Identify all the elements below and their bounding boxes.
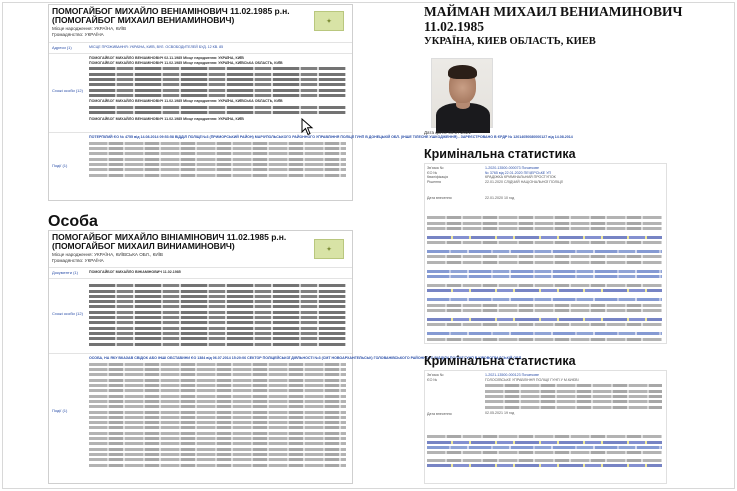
card2-logo: ✦ <box>314 239 344 259</box>
card1-events-label[interactable]: Події (1) <box>52 163 68 168</box>
crime2-label-3: Дата внесення <box>427 412 452 417</box>
crime1-label-2: ЄО № <box>427 170 438 175</box>
card1-birthplace: Місце народження: УКРАЇНА, КИЇВ <box>52 26 127 31</box>
card2-title-alt: (ПОМОГАЙБОГ МИХАИЛ ВИНИАМИНОВИЧ) <box>52 241 235 251</box>
crime1-label-3: Кваліфікація <box>427 175 449 180</box>
crime-stats-heading-2: Кримінальна статистика <box>424 354 576 368</box>
card1-victim-text: ПОТЕРПІЛИЙ ЄО № 4755 від 14.08.2014 09:53:58 ВІДДІЛ ПОЛІЦІЇ №3 (ПРИМОРСЬКИЙ РАЙОН) МАРІУПОЛЬСЬКОГО РАЙОННОГО УПРАВЛІННЯ ПОЛІЦІЇ ГУНП В ДОНЕЦЬКІЙ ОБЛ. (ІНШЕ ТІЛЕСНЕ УШКОДЖЕННЯ) - ЗАРЕЄСТРОВАНО В ЄРДР № 12014050080000127 від 14.08.2014 <box>89 135 573 139</box>
profile-name: МАЙМАН МИХАИЛ ВЕНИАМИНОВИЧ <box>424 4 683 19</box>
crime2-details <box>427 433 662 470</box>
crime2-value-2: ГОЛОСІЇВСЬКЕ УПРАВЛІННЯ ПОЛІЦІЇ ГУНП У М.КИЄВІ <box>485 377 579 382</box>
card1-person-1[interactable]: ПОМОГАЙБОГ МИХАЙЛО ВЕНІАМІНОВИЧ 02.11.1985 Місце народження: УКРАЇНА, КИЇВ <box>89 56 244 60</box>
crime1-value-3: КРАДІЖКА КРИМІНАЛЬНИЙ ПРОСТУПОК <box>485 175 556 180</box>
card2-birthplace: Місце народження: УКРАЇНА, КИЇВСЬКА ОБЛ., КИЇВ <box>52 252 163 257</box>
crime1-label-4: Рішення <box>427 179 441 184</box>
card1-title: ПОМОГАЙБОГ МИХАЙЛО ВЕНІАМІНОВИЧ 11.02.1985 р.н. <box>52 6 290 16</box>
mouse-cursor-icon <box>301 118 313 136</box>
card1-logo: ✦ <box>314 11 344 31</box>
crime1-details <box>427 214 662 343</box>
card1-persons-label[interactable]: Схожі особи (12) <box>52 88 83 93</box>
card2-case-text: ОСОБА, НА ЯКУ ВКАЗАВ СВІДОК АБО ІНШІ ОБСТАВИНИ ЄО 1384 від 06.07.2014 15:20:06 СЕКТОР ПОЛІЦЕЙСЬКОЇ ДІЯЛЬНОСТІ №3 (СМТ НОВОАРХАНГЕЛЬСЬК) ГОЛОВАНІВСЬКОГО РАЙОННОГО ВІДДІЛУ ПОЛІЦІЇ ГУНП В КІРОВОГРАДСЬКІЙ ОБЛ. <box>89 356 523 360</box>
crime1-labels <box>427 166 483 201</box>
card2-docs-label[interactable]: Документи (1) <box>52 270 78 275</box>
card2-title: ПОМОГАЙБОГ МИХАЙЛО ВІНІАМІНОВИЧ 11.02.1985 р.н. <box>52 232 287 242</box>
card2-persons-label[interactable]: Схожі особи (12) <box>52 311 83 316</box>
profile-photo <box>431 58 493 128</box>
crime1-value-2[interactable]: № 3765 від 22.01.2020 ПЕЧЕРСЬКЕ УП <box>485 170 552 175</box>
crime2-labels <box>427 373 483 417</box>
crime1-values <box>485 166 662 201</box>
crime1-value-4: 22.01.2020 СЛІДЧИЙ НАЦІОНАЛЬНОЇ ПОЛІЦІЇ <box>485 179 563 184</box>
crime1-label-1: Зв'язок № <box>427 166 444 170</box>
crime2-value-3: 02.05.2021 19 год <box>485 410 515 415</box>
crime1-value-1[interactable]: 1-2020-13500-000073 Початкове <box>485 166 539 170</box>
card1-address-row <box>49 42 352 52</box>
card1-address-text: МІСЦЕ ПРОЖИВАННЯ: УКРАЇНА, КИЇВ, ВУЛ. ОСВОБОДИТЕЛЕЙ БУД. 12 КВ. 85 <box>89 45 224 49</box>
osoba-heading: Особа <box>48 213 98 230</box>
crime2-values <box>485 373 662 416</box>
crime-stats-card-2 <box>424 370 667 484</box>
card2-events-label[interactable]: Події (1) <box>52 408 68 413</box>
card2-persons-list <box>89 282 346 348</box>
card1-persons-list <box>89 56 346 121</box>
crime-stats-heading-1: Кримінальна статистика <box>424 147 576 161</box>
card1-person-3[interactable]: ПОМОГАЙБОГ МИХАЙЛО ВЕНІАМІНОВИЧ 11.02.1985 Місце народження: УКРАЇНА, КИЇВСЬКА ОБЛАСТЬ, КИЇВ <box>89 99 283 104</box>
card1-person-4[interactable]: ПОМОГАЙБОГ МИХАЙЛО ВЕНІАМІНОВИЧ 11.02.1985 Місце народження: УКРАЇНА, КИЇВ <box>89 116 244 121</box>
profile-dob: 11.02.1985 <box>424 19 485 34</box>
crime2-value-1[interactable]: 1-2021-13500-000123 Початкове <box>485 373 539 377</box>
crime1-label-5: Дата внесення <box>427 196 452 201</box>
crime2-label-1: Зв'язок № <box>427 373 444 377</box>
card1-title-alt: (ПОМОГАЙБОГ МИХАИЛ ВЕНИАМИНОВИЧ) <box>52 15 235 25</box>
crime1-value-5: 22.01.2020 10 год <box>485 196 515 201</box>
card2-persons-row <box>49 278 352 352</box>
card2-docs-row <box>49 267 352 277</box>
profile-photo-date: Дата фото: 09.07.2021 <box>424 130 471 135</box>
crime-stats-card-1 <box>424 163 667 344</box>
card1-address-label[interactable]: Адреси (1) <box>52 45 72 50</box>
card2-docs-text: ПОМОГАЙБОГ МИХАЙЛО ВІНІАМІНОВИЧ 11.02.1985 <box>89 270 181 274</box>
crime2-label-2: ЄО № <box>427 377 438 382</box>
card1-person-2[interactable]: ПОМОГАЙБОГ МИХАЙЛО ВЕНІАМІНОВИЧ 11.02.1985 Місце народження: УКРАЇНА, КИЇВСЬКА ОБЛАСТЬ, КИЇВ <box>89 60 283 65</box>
card2-citizenship: Громадянство: УКРАЇНА <box>52 258 104 263</box>
profile-place: УКРАЇНА, КИЕВ ОБЛАСТЬ, КИЕВ <box>424 36 596 47</box>
card1-citizenship: Громадянство: УКРАЇНА <box>52 32 104 37</box>
